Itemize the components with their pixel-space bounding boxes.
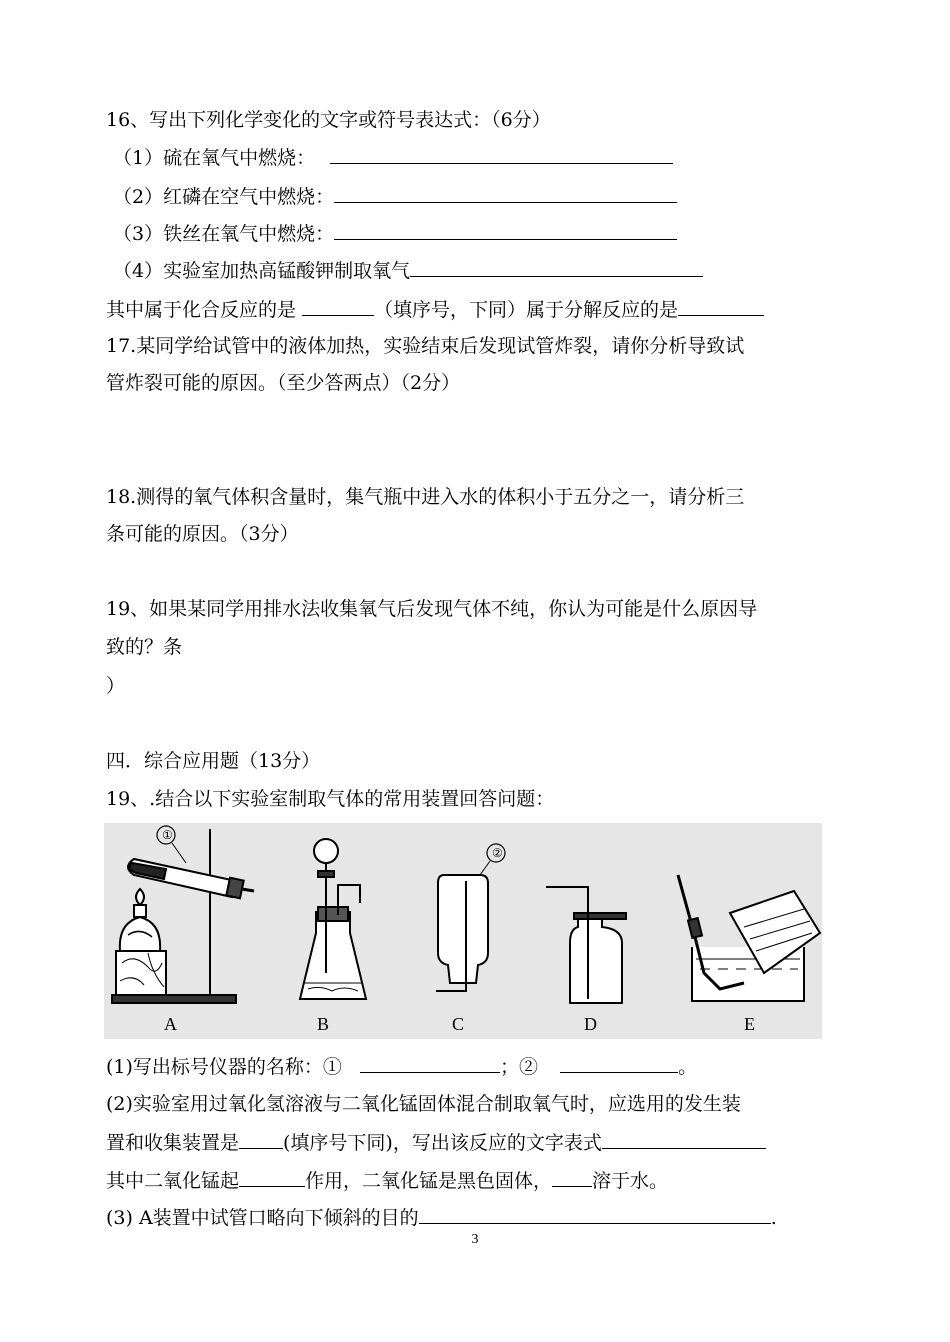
q19b-part-1-end: 。 bbox=[678, 1056, 698, 1078]
mark-2-pointer bbox=[480, 861, 490, 875]
q19b-part-2-line-3 bbox=[106, 1167, 668, 1194]
q16-answer-blank-4[interactable] bbox=[410, 257, 703, 277]
q19b-part-1 bbox=[106, 1053, 697, 1080]
q19b-part-2-line-3-c: 溶于水。 bbox=[592, 1170, 669, 1192]
q16-combination-blank[interactable] bbox=[302, 296, 374, 316]
apparatus-choice-blank[interactable] bbox=[239, 1129, 283, 1149]
funnel-bulb bbox=[314, 839, 338, 863]
solubility-blank[interactable] bbox=[552, 1167, 592, 1187]
catalyst-role-blank[interactable] bbox=[239, 1167, 305, 1187]
q16-classify bbox=[106, 296, 764, 323]
q19b-part-2-line-1: (2)实验室用过氧化氢溶液与二氧化锰固体混合制取氧气时，应选用的发生装 bbox=[106, 1093, 741, 1115]
q19b-part-2-line-3-a: 其中二氧化锰起 bbox=[106, 1170, 240, 1192]
q19b-part-2-line-2-b: (填序号下同)，写出该反应的文字表式 bbox=[283, 1132, 602, 1154]
q16-item-2 bbox=[113, 183, 677, 210]
label-d: D bbox=[584, 1014, 597, 1034]
apparatus-c bbox=[436, 875, 488, 991]
glass-cover bbox=[574, 913, 626, 919]
q16-classify-middle: （填序号，下同）属于分解反应的是 bbox=[374, 299, 679, 321]
q19b-part-2-line-2-a: 置和收集装置是 bbox=[106, 1132, 240, 1154]
apparatus-b bbox=[300, 839, 366, 999]
q16-decomposition-blank[interactable] bbox=[678, 296, 764, 316]
reaction-expression-blank[interactable] bbox=[602, 1129, 766, 1149]
page-number: 3 bbox=[471, 1232, 479, 1247]
apparatus-a bbox=[112, 829, 254, 1003]
wood-block bbox=[116, 951, 166, 995]
q19b-part-1-prefix: (1)写出标号仪器的名称：① bbox=[106, 1056, 354, 1078]
q16-classify-prefix: 其中属于化合反应的是 bbox=[106, 299, 303, 321]
q19b-title: 19、.结合以下实验室制取气体的常用装置回答问题： bbox=[106, 788, 555, 810]
conical-flask bbox=[300, 911, 366, 999]
tube-connector bbox=[688, 918, 702, 938]
mark-1-pointer bbox=[172, 843, 186, 863]
mark-2: ② bbox=[492, 846, 503, 860]
q16-item-2-text: （2）红磷在空气中燃烧： bbox=[113, 186, 335, 208]
q19b-part-2-line-3-b: 作用，二氧化锰是黑色固体， bbox=[305, 1170, 553, 1192]
q16-item-1-text: （1）硫在氧气中燃烧： bbox=[113, 147, 316, 169]
q18-line-2: 条可能的原因。（3分） bbox=[106, 523, 299, 545]
instrument-2-blank[interactable] bbox=[560, 1053, 678, 1073]
delivery-tube-a bbox=[242, 889, 254, 891]
q16-answer-blank-3[interactable] bbox=[334, 220, 677, 240]
label-b: B bbox=[317, 1014, 330, 1034]
gas-jar bbox=[570, 917, 622, 1003]
q19b-part-2-line-2 bbox=[106, 1129, 766, 1156]
q19b-part-3-prefix: (3) A装置中试管口略向下倾斜的目的 bbox=[106, 1207, 419, 1229]
lamp-flame bbox=[136, 889, 144, 905]
tilt-purpose-blank[interactable] bbox=[419, 1204, 771, 1224]
funnel-valve bbox=[318, 871, 334, 877]
q16-item-4 bbox=[113, 257, 703, 284]
q18-line-1: 18.测得的氧气体积含量时，集气瓶中进入水的体积小于五分之一，请分析三 bbox=[106, 486, 745, 508]
q16-item-4-text: （4）实验室加热高锰酸钾制取氧气 bbox=[113, 260, 411, 282]
q19b-part-1-sep: ；② bbox=[500, 1056, 551, 1078]
q16-answer-blank-1[interactable] bbox=[330, 144, 673, 164]
section-4-title: 四．综合应用题（13分） bbox=[106, 750, 321, 772]
label-e: E bbox=[744, 1014, 755, 1034]
apparatus-figure bbox=[104, 823, 822, 1039]
q19a-line-3: ） bbox=[106, 675, 126, 697]
q19b-part-3-end: . bbox=[770, 1207, 777, 1229]
mark-1: ① bbox=[162, 828, 173, 842]
q17-line-2: 管炸裂可能的原因。（至少答两点）（2分） bbox=[106, 372, 461, 394]
apparatus-drawing bbox=[104, 823, 822, 1039]
q19b-part-3 bbox=[106, 1204, 777, 1231]
flask-stopper bbox=[318, 907, 348, 921]
stand-base bbox=[112, 995, 236, 1003]
label-c: C bbox=[452, 1014, 465, 1034]
q19a-line-2: 致的？条 bbox=[106, 636, 183, 658]
q16-item-3 bbox=[113, 220, 677, 247]
q17-line-1: 17.某同学给试管中的液体加热，实验结束后发现试管炸裂，请你分析导致试 bbox=[106, 335, 745, 357]
q16-title: 16、写出下列化学变化的文字或符号表达式：（6分） bbox=[106, 109, 551, 131]
q19a-line-1: 19、如果某同学用排水法收集氧气后发现气体不纯，你认为可能是什么原因导 bbox=[106, 598, 758, 620]
label-a: A bbox=[164, 1014, 177, 1034]
stopper bbox=[226, 878, 243, 899]
alcohol-lamp bbox=[120, 917, 160, 951]
q16-item-3-text: （3）铁丝在氧气中燃烧： bbox=[113, 223, 335, 245]
gas-bottle bbox=[438, 875, 488, 983]
q16-answer-blank-2[interactable] bbox=[334, 183, 677, 203]
apparatus-d bbox=[546, 887, 626, 1003]
apparatus-e bbox=[678, 875, 820, 1001]
q16-item-1 bbox=[113, 144, 673, 171]
lamp-wick-holder bbox=[134, 905, 146, 917]
instrument-1-blank[interactable] bbox=[360, 1053, 500, 1073]
